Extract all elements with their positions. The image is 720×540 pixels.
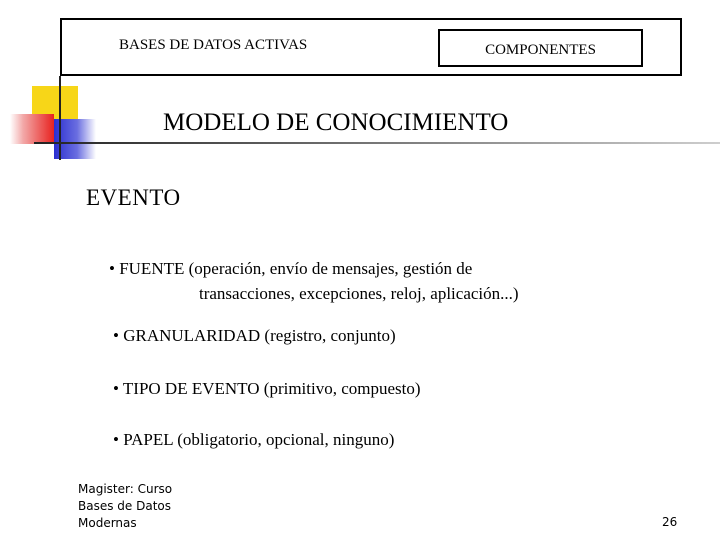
bullet-term: PAPEL (123, 430, 173, 449)
header-left-title: BASES DE DATOS ACTIVAS (119, 37, 308, 53)
bullet-term: FUENTE (119, 259, 185, 278)
bullet-marker: • (113, 379, 119, 398)
bullet-description: (operación, envío de mensajes, gestión de (188, 259, 473, 278)
bullet-fuente-continued: transacciones, excepciones, reloj, aplicación...) (199, 284, 519, 303)
page-number: 26 (662, 515, 678, 529)
slide-title: MODELO DE CONOCIMIENTO (163, 109, 509, 136)
decorative-horizontal-line (34, 142, 720, 144)
bullet-term: GRANULARIDAD (123, 326, 261, 345)
bullet-marker: • (113, 430, 119, 449)
bullet-term: TIPO DE EVENTO (122, 379, 260, 398)
footer-course-info (78, 481, 172, 532)
header-right-title: COMPONENTES (485, 41, 596, 58)
bullet-description: (primitivo, compuesto) (263, 379, 421, 398)
bullet-papel (113, 430, 394, 450)
bullet-description: (registro, conjunto) (264, 326, 396, 345)
bullet-granularidad (113, 326, 396, 346)
footer-line: Magister: Curso (78, 482, 173, 496)
bullet-fuente (109, 259, 472, 279)
bullet-tipo-de-evento (113, 379, 421, 399)
decorative-red-square (10, 114, 54, 144)
bullet-description: (obligatorio, opcional, ninguno) (177, 430, 395, 449)
footer-line: Bases de Datos (78, 499, 171, 513)
section-heading: EVENTO (86, 185, 181, 210)
footer-line: Modernas (78, 516, 137, 530)
header-right-box (438, 29, 643, 67)
decorative-vertical-line (59, 76, 61, 160)
bullet-marker: • (109, 259, 115, 278)
bullet-marker: • (113, 326, 119, 345)
